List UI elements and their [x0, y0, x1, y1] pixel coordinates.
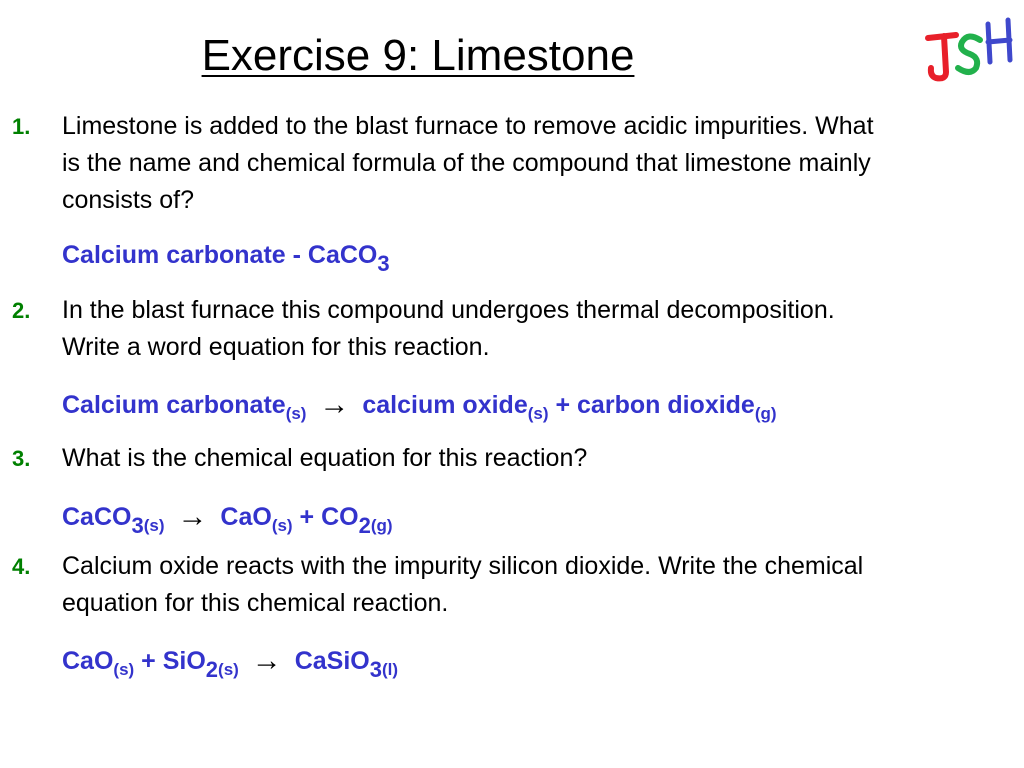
formula-subscript: 2 — [358, 513, 371, 538]
question-number: 4. — [12, 554, 31, 579]
formula-subscript: 3 — [377, 251, 390, 276]
reactant: CaCO — [62, 503, 132, 531]
question-text: What is the chemical equation for this reaction? — [62, 444, 588, 472]
product: CO — [321, 503, 359, 531]
formula-subscript: 2 — [205, 657, 219, 682]
question-text: In the blast furnace this compound undergoes thermal decomposition. Write a word equation for this reaction. — [62, 296, 835, 361]
reaction-arrow-icon: → — [251, 644, 282, 677]
answer-2 — [62, 388, 962, 423]
plus-sign: + — [299, 503, 315, 531]
reaction-arrow-icon: → — [319, 388, 350, 421]
answer-1 — [62, 240, 962, 276]
formula-subscript: 3 — [369, 657, 382, 682]
reactant: SiO — [162, 647, 206, 675]
question-text: Calcium oxide reacts with the impurity silicon dioxide. Write the chemical equation for this chemical reaction. — [62, 552, 864, 617]
answer-3 — [62, 500, 962, 538]
product: calcium oxide — [362, 391, 528, 419]
question-text: Limestone is added to the blast furnace to remove acidic impurities. What is the name and chemical formula of the compound that limestone mainly consists of? — [62, 112, 874, 214]
plus-sign: + — [141, 647, 156, 675]
state-symbol: (g) — [754, 404, 777, 423]
state-symbol: (s) — [218, 660, 239, 679]
answer-4 — [62, 644, 962, 682]
answer-text: Calcium carbonate - CaCO — [62, 241, 378, 269]
state-symbol: (s) — [285, 404, 307, 423]
question-number: 3. — [12, 446, 31, 471]
state-symbol: (l) — [382, 660, 399, 679]
state-symbol: (s) — [143, 516, 165, 535]
state-symbol: (s) — [527, 404, 549, 423]
reaction-arrow-icon: → — [177, 500, 208, 533]
reactant: Calcium carbonate — [62, 391, 286, 419]
reactant: CaO — [62, 647, 114, 675]
product: carbon dioxide — [577, 391, 755, 419]
state-symbol: (s) — [113, 660, 135, 679]
product: CaO — [220, 503, 272, 531]
question-number: 2. — [12, 298, 31, 323]
state-symbol: (g) — [370, 516, 393, 535]
plus-sign: + — [555, 391, 571, 419]
product: CaSiO — [294, 647, 370, 675]
state-symbol: (s) — [271, 516, 293, 535]
jsh-logo-icon — [924, 16, 1016, 84]
question-number: 1. — [12, 114, 31, 139]
page-title: Exercise 9: Limestone — [201, 31, 635, 80]
formula-subscript: 3 — [131, 513, 144, 538]
